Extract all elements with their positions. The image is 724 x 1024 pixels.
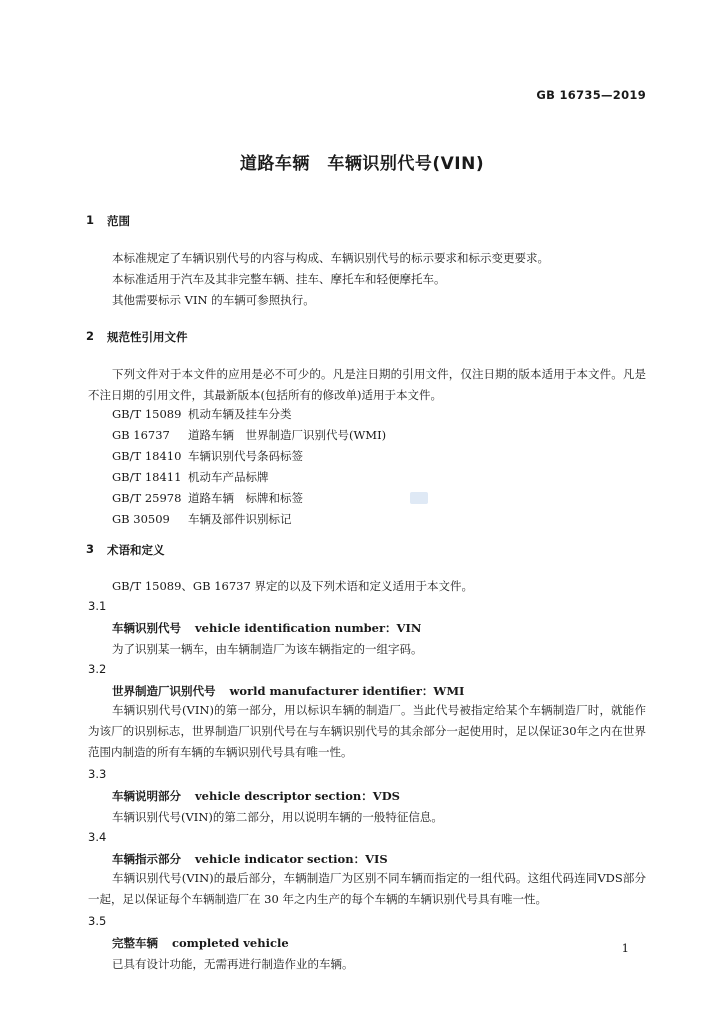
section-title: 术语和定义	[107, 543, 165, 557]
paragraph-line: 本标准适用于汽车及其非完整车辆、挂车、摩托车和轻便摩托车。	[112, 272, 446, 286]
reference-item	[112, 469, 269, 485]
term-zh: 世界制造厂识别代号	[112, 684, 216, 698]
term-number: 3.2	[88, 662, 107, 676]
reference-code: GB/T 18410	[112, 449, 182, 463]
term-heading	[112, 851, 388, 867]
page-number: 1	[621, 941, 629, 955]
term-en: completed vehicle	[172, 936, 289, 950]
section-number: 1	[86, 213, 95, 227]
reference-code: GB 30509	[112, 512, 170, 526]
term-zh: 车辆说明部分	[112, 789, 181, 803]
paragraph-line: GB/T 15089、GB 16737 界定的以及下列术语和定义适用于本文件。	[112, 579, 473, 593]
watermark-stamp-icon	[410, 492, 428, 504]
section-title: 规范性引用文件	[107, 330, 188, 344]
term-en: vehicle descriptor section：VDS	[195, 789, 400, 803]
term-heading	[112, 788, 400, 804]
term-heading	[112, 935, 289, 951]
term-number: 3.1	[88, 599, 107, 613]
term-heading	[112, 683, 464, 699]
term-number: 3.3	[88, 767, 107, 781]
standard-number: GB 16735—2019	[536, 88, 646, 102]
term-zh: 车辆指示部分	[112, 852, 181, 866]
reference-code: GB 16737	[112, 428, 170, 442]
reference-title: 道路车辆 标牌和标签	[188, 491, 303, 505]
reference-item	[112, 490, 303, 506]
reference-code: GB/T 15089	[112, 407, 182, 421]
reference-title: 车辆识别代号条码标签	[188, 449, 303, 463]
term-en: vehicle indicator section：VIS	[195, 852, 388, 866]
term-heading	[112, 620, 421, 636]
reference-title: 车辆及部件识别标记	[188, 512, 292, 526]
paragraph-line: 其他需要标示 VIN 的车辆可参照执行。	[112, 293, 315, 307]
reference-code: GB/T 18411	[112, 470, 182, 484]
reference-item	[112, 448, 303, 464]
reference-code: GB/T 25978	[112, 491, 182, 505]
term-definition: 已具有设计功能，无需再进行制造作业的车辆。	[112, 957, 354, 971]
term-number: 3.5	[88, 914, 107, 928]
section-number: 3	[86, 542, 95, 556]
paragraph-line: 本标准规定了车辆识别代号的内容与构成、车辆识别代号的标示要求和标示变更要求。	[112, 251, 549, 265]
term-zh: 完整车辆	[112, 936, 158, 950]
term-zh: 车辆识别代号	[112, 621, 181, 635]
reference-item	[112, 511, 292, 527]
term-en: world manufacturer identifier：WMI	[229, 684, 465, 698]
paragraph: 下列文件对于本文件的应用是必不可少的。凡是注日期的引用文件，仅注日期的版本适用于本文件。凡是不注日期的引用文件，其最新版本(包括所有的修改单)适用于本文件。	[88, 367, 646, 402]
reference-title: 机动车产品标牌	[188, 470, 269, 484]
document-title: 道路车辆 车辆识别代号(VIN)	[239, 154, 485, 174]
term-definition: 为了识别某一辆车，由车辆制造厂为该车辆指定的一组字码。	[112, 642, 423, 656]
reference-title: 道路车辆 世界制造厂识别代号(WMI)	[188, 428, 387, 442]
section-number: 2	[86, 329, 95, 343]
term-definition: 车辆识别代号(VIN)的第一部分，用以标识车辆的制造厂。当此代号被指定给某个车辆制造厂时，就能作为该厂的识别标志，世界制造厂识别代号在与车辆识别代号的其余部分一起使用时，足以保证30年之内在世界范围内制造的所有车辆的车辆识别代号具有唯一性。	[88, 703, 646, 759]
term-number: 3.4	[88, 830, 107, 844]
section-title: 范围	[107, 214, 130, 228]
term-en: vehicle identification number：VIN	[195, 621, 422, 635]
reference-item	[112, 427, 386, 443]
reference-title: 机动车辆及挂车分类	[188, 407, 292, 421]
reference-item	[112, 406, 292, 422]
term-definition: 车辆识别代号(VIN)的第二部分，用以说明车辆的一般特征信息。	[112, 810, 443, 824]
term-definition: 车辆识别代号(VIN)的最后部分，车辆制造厂为区别不同车辆而指定的一组代码。这组代码连同VDS部分一起，足以保证每个车辆制造厂在 30 年之内生产的每个车辆的车辆识别代号具有唯一性。	[88, 871, 646, 906]
